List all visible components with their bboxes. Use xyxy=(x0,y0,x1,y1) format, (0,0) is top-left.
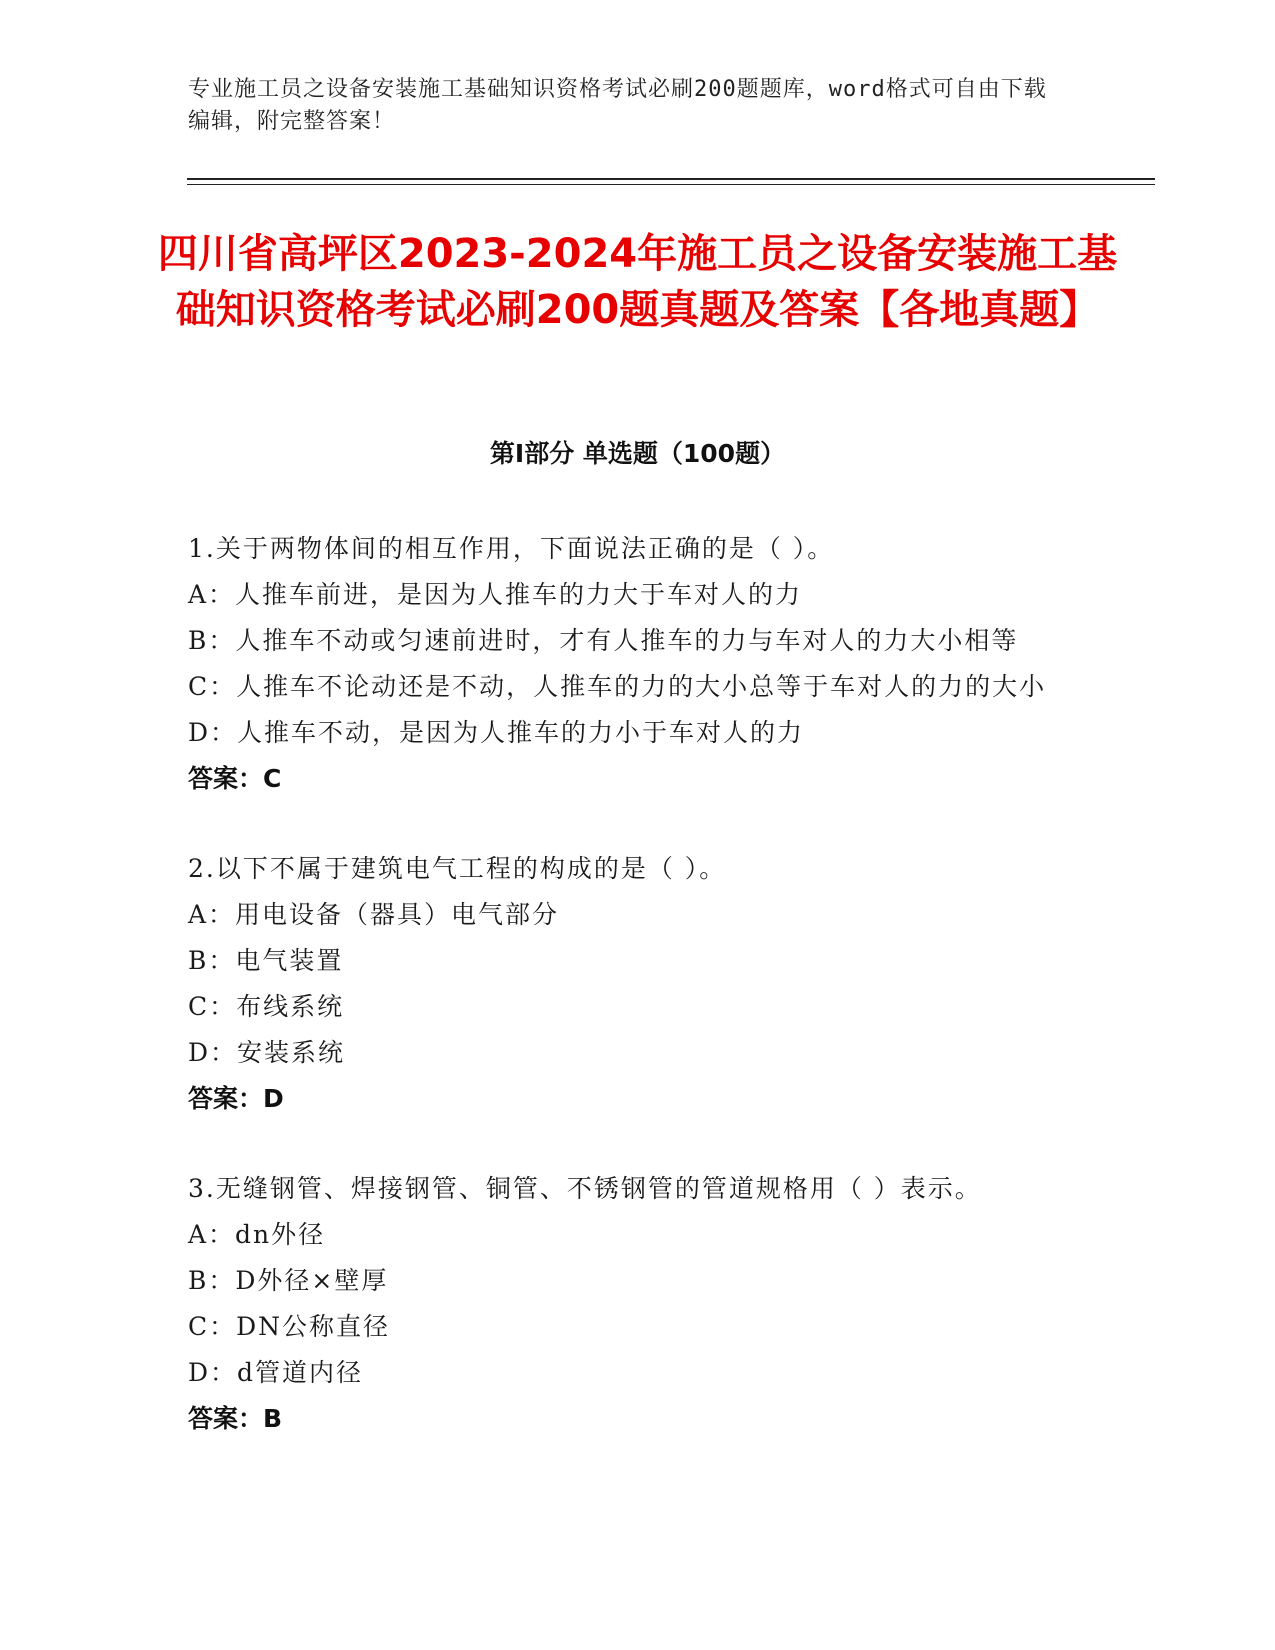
option-a: A：人推车前进，是因为人推车的力大于车对人的力 xyxy=(188,580,803,609)
option-b: B：电气装置 xyxy=(188,946,344,975)
option-b: B：人推车不动或匀速前进时，才有人推车的力与车对人的力大小相等 xyxy=(188,626,1019,655)
header-note: 专业施工员之设备安装施工基础知识资格考试必刷200题题库，word格式可自由下载编辑，附完整答案！ xyxy=(188,77,1047,134)
option-c: C：DN公称直径 xyxy=(188,1312,391,1341)
option-c: C：布线系统 xyxy=(188,992,345,1021)
option-a: A：用电设备（器具）电气部分 xyxy=(188,900,560,929)
answer-line: 答案：B xyxy=(188,1404,283,1433)
option-d: D：人推车不动，是因为人推车的力小于车对人的力 xyxy=(188,718,805,747)
section-heading: 第I部分 单选题（100题） xyxy=(489,439,786,468)
question-stem: 2.以下不属于建筑电气工程的构成的是（ ）。 xyxy=(188,854,727,883)
question-1 xyxy=(188,526,1088,802)
question-stem: 3.无缝钢管、焊接钢管、铜管、不锈钢管的管道规格用（ ）表示。 xyxy=(188,1174,982,1203)
question-3 xyxy=(188,1166,1088,1442)
option-c: C：人推车不论动还是不动，人推车的力的大小总等于车对人的力的大小 xyxy=(188,672,1047,701)
document-title: 四川省高坪区2023-2024年施工员之设备安装施工基础知识资格考试必刷200题真题及答案【各地真题】 xyxy=(157,231,1118,333)
question-stem: 1.关于两物体间的相互作用，下面说法正确的是（ ）。 xyxy=(188,534,835,563)
option-a: A：dn外径 xyxy=(188,1220,326,1249)
header-divider-thin xyxy=(187,184,1155,185)
question-list xyxy=(188,526,1088,1486)
option-b: B：D外径×壁厚 xyxy=(188,1266,389,1295)
question-2 xyxy=(188,846,1088,1122)
option-d: D：d管道内径 xyxy=(188,1358,364,1387)
answer-line: 答案：D xyxy=(188,1084,284,1113)
answer-line: 答案：C xyxy=(188,764,282,793)
option-d: D：安装系统 xyxy=(188,1038,346,1067)
header-divider-thick xyxy=(187,178,1155,180)
